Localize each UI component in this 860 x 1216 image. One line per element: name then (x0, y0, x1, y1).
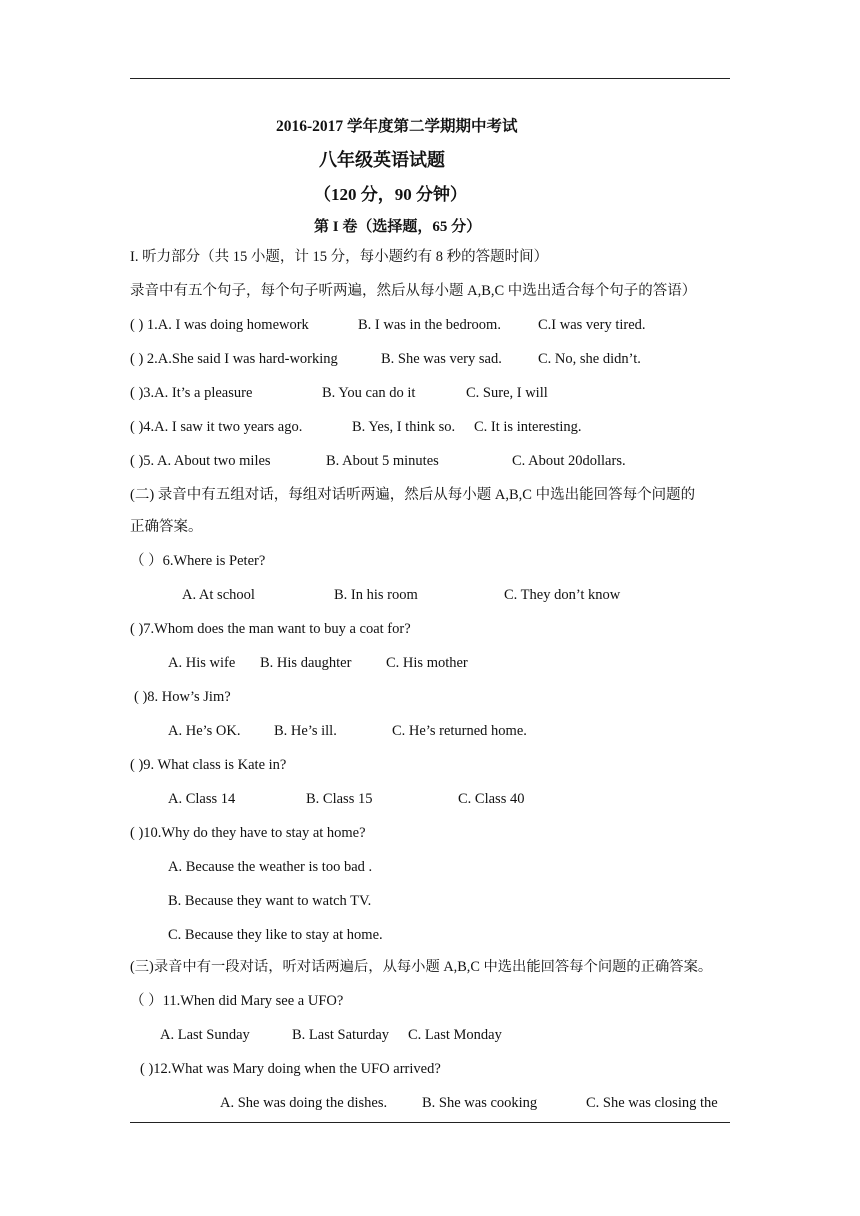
question-11-option-b: B. Last Saturday (292, 1027, 390, 1043)
question-6-option-c: C. They don’t know (504, 587, 621, 603)
question-3-stem: ( )3.A. It’s a pleasure (130, 385, 253, 401)
bottom-rule (130, 1122, 730, 1123)
question-9-option-b: B. Class 15 (306, 791, 373, 807)
question-10-option-a: A. Because the weather is too bad . (168, 859, 373, 875)
section2-instruction-line2: 正确答案。 (130, 519, 203, 535)
question-8-stem: ( )8. How’s Jim? (134, 689, 231, 705)
question-10-option-b: B. Because they want to watch TV. (168, 893, 372, 909)
question-7-option-c: C. His mother (386, 655, 468, 671)
question-5-option-c: C. About 20dollars. (512, 453, 626, 469)
question-3-option-b: B. You can do it (322, 385, 416, 401)
question-8-option-a: A. He’s OK. (168, 723, 241, 739)
exam-title: 2016-2017 学年度第二学期期中考试 (276, 118, 518, 135)
question-9-stem: ( )9. What class is Kate in? (130, 757, 287, 773)
question-1-option-c: C.I was very tired. (538, 317, 646, 333)
question-12-stem: ( )12.What was Mary doing when the UFO arrived? (140, 1061, 441, 1077)
question-2-option-b: B. She was very sad. (381, 351, 502, 367)
question-3-option-c: C. Sure, I will (466, 385, 548, 401)
question-8-option-c: C. He’s returned home. (392, 723, 527, 739)
question-5-option-b: B. About 5 minutes (326, 453, 439, 469)
section3-instruction: (三)录音中有一段对话，听对话两遍后，从每小题 A,B,C 中选出能回答每个问题的正确答案。 (130, 959, 713, 975)
question-11-option-c: C. Last Monday (408, 1027, 502, 1043)
question-1-stem: ( ) 1.A. I was doing homework (130, 317, 309, 333)
question-4-stem: ( )4.A. I saw it two years ago. (130, 419, 303, 435)
question-2-option-c: C. No, she didn’t. (538, 351, 641, 367)
question-9-option-a: A. Class 14 (168, 791, 236, 807)
question-7-stem: ( )7.Whom does the man want to buy a coat for? (130, 621, 411, 637)
section2-instruction-line1: (二) 录音中有五组对话，每组对话听两遍，然后从每小题 A,B,C 中选出能回答每个问题的 (130, 487, 696, 503)
question-12-option-a: A. She was doing the dishes. (220, 1095, 388, 1111)
question-2-stem: ( ) 2.A.She said I was hard-working (130, 351, 338, 367)
exam-subtitle: 八年级英语试题 (319, 150, 445, 170)
question-8-option-b: B. He’s ill. (274, 723, 337, 739)
exam-score-time: （120 分，90 分钟） (314, 185, 467, 204)
section1-heading: I. 听力部分（共 15 小题，计 15 分，每小题约有 8 秒的答题时间） (130, 249, 549, 265)
question-11-option-a: A. Last Sunday (160, 1027, 250, 1043)
question-9-option-c: C. Class 40 (458, 791, 525, 807)
question-7-option-a: A. His wife (168, 655, 236, 671)
question-4-option-c: C. It is interesting. (474, 419, 582, 435)
question-10-stem: ( )10.Why do they have to stay at home? (130, 825, 366, 841)
question-4-option-b: B. Yes, I think so. (352, 419, 456, 435)
question-6-option-b: B. In his room (334, 587, 418, 603)
question-7-option-b: B. His daughter (260, 655, 352, 671)
question-1-option-b: B. I was in the bedroom. (358, 317, 501, 333)
question-10-option-c: C. Because they like to stay at home. (168, 927, 383, 943)
question-6-stem: （ ）6.Where is Peter? (130, 553, 266, 569)
question-12-option-b: B. She was cooking (422, 1095, 538, 1111)
question-12-option-c: C. She was closing the (586, 1095, 718, 1111)
question-6-option-a: A. At school (182, 587, 255, 603)
question-5-stem: ( )5. A. About two miles (130, 453, 271, 469)
section1-instruction: 录音中有五个句子，每个句子听两遍，然后从每小题 A,B,C 中选出适合每个句子的答语） (130, 283, 697, 299)
paper-part-title: 第 I 卷（选择题，65 分） (314, 219, 482, 235)
question-11-stem: （ ）11.When did Mary see a UFO? (130, 993, 344, 1009)
top-rule (130, 78, 730, 79)
